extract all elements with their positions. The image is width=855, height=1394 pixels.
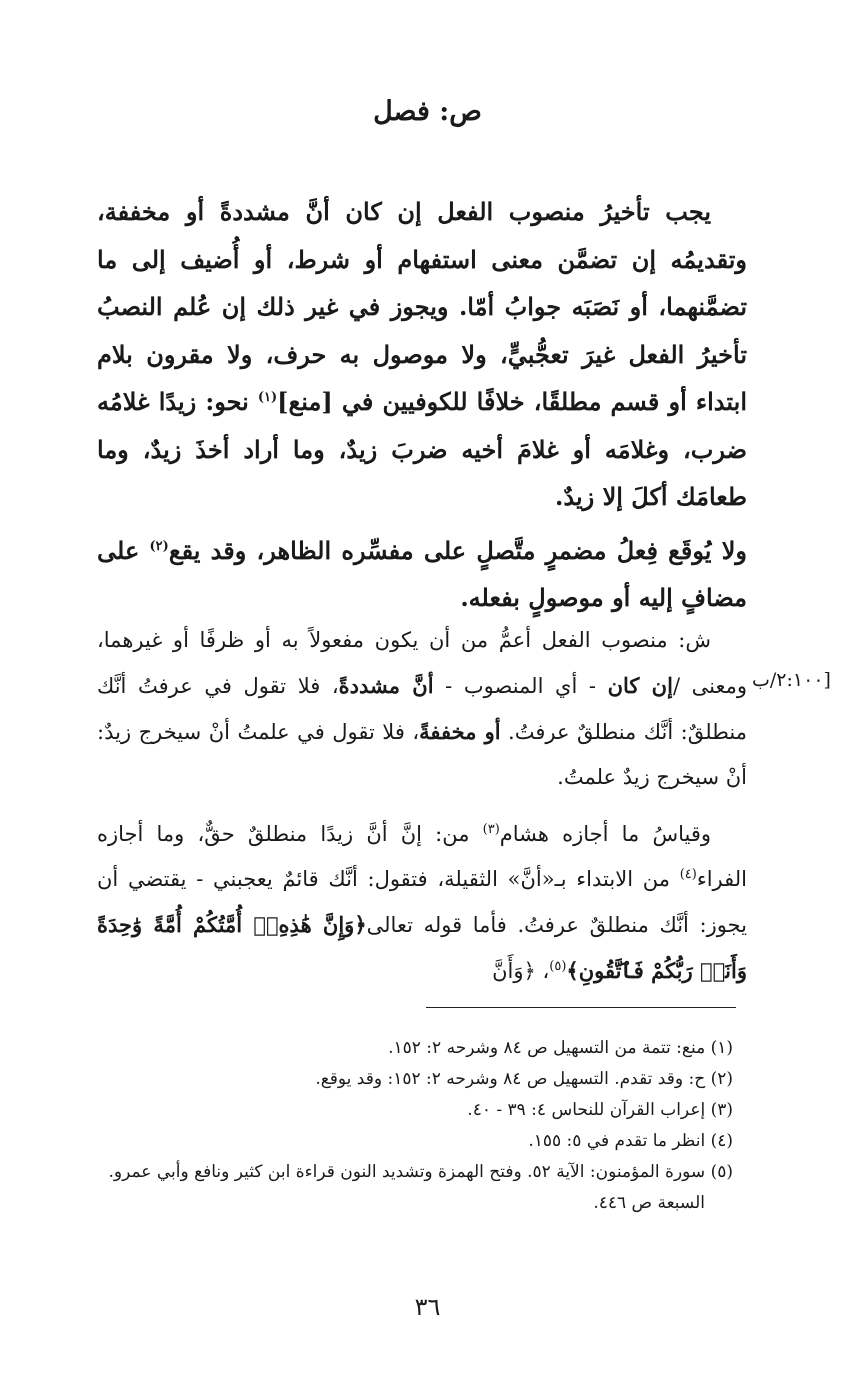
footnote-4: (٤) انظر ما تقدم في ٥: ١٥٥. [528,1131,733,1151]
footnote-separator [426,1007,736,1008]
footnote-5-continuation: السبعة ص ٤٤٦. [593,1193,705,1213]
matn-paragraph-1: يجب تأخيرُ منصوب الفعل إن كان أنَّ مشددةً أو مخففة، وتقديمُه إن تضمَّن معنى استفهام أو شرط، أو أُضيف إلى ما تضمَّنهما، أو نَصَبَه جوابُ أمّا. ويجوز في غير ذلك إن عُلم النصبُ تأخيرُ الفعل غيرَ تعجُّبيٍّ، ولا موصول به حرف، ولا مقرون بلام ابتداء أو قسم مطلقًا، خلافًا للكوفيين في [منع]$^{(١)}$ نحو: زيدًا غلامُه ضرب، وغلامَه أو غلامَ أخيه ضربَ زيدٌ، وما أراد أخذَ زيدٌ، وما طعامَك أكلَ إلا زيدٌ. [97,197,747,511]
footnote-5: (٥) سورة المؤمنون: الآية ٥٢. وفتح الهمزة وتشديد النون قراءة ابن كثير ونافع وأبي عمرو. [108,1162,733,1182]
matn-text [97,188,747,622]
quoted-term: أو مخففةً [419,719,501,744]
quran-verse: ﴿وَإِنَّ هَٰذِهِۦٓ أُمَّتُكُمْ أُمَّةً وَٰحِدَةً وَأَنَا۠ رَبُّكُمْ فَٱتَّقُونِ﴾ [97,912,747,983]
section-heading: ص: فصل [373,96,482,127]
matn-paragraph-2: ولا يُوقَع فِعلُ مضمرٍ متَّصلٍ على مفسِّره الظاهر، وقد يقع$^{(٢)}$ على مضافٍ إليه أو موصولٍ بفعله. [97,535,747,612]
manuscript-folio-ref: ٢:١٠٠/ب] [752,669,831,691]
quoted-term: إن كان [607,673,673,698]
footnote-1: (١) منع: تتمة من التسهيل ص ٨٤ وشرحه ٢: ١٥٢. [388,1038,733,1058]
footnote-3: (٣) إعراب القرآن للنحاس ٤: ٣٩ - ٤٠. [467,1100,733,1120]
footnote-marker-2[interactable]: (٢) [149,538,169,554]
footnote-marker-5[interactable]: (٥) [549,959,567,974]
footnote-marker-3[interactable]: (٣) [482,822,500,837]
footnote-marker-4[interactable]: (٤) [679,867,697,882]
footnotes [13,1033,733,1219]
sharh-text [97,618,747,994]
quoted-term: أنَّ مشددةً [338,673,434,698]
page-number: ٣٦ [414,1293,441,1321]
sharh-paragraph-2: وقياسُ ما أجازه هشام$^{(٣)}$ من: إنَّ أنَّ زيدًا منطلقٌ حقٌّ، وما أجازه الفراء$^{(٤)}$ من الابتداء بـ«أنَّ» الثقيلة، فتقول: أنَّك قائمٌ يعجبني - يقتضي أن يجوز: أنَّك منطلقٌ عرفتُ. فأما قوله تعالى﴿وَإِنَّ هَٰذِهِۦٓ أُمَّتُكُمْ أُمَّةً وَٰحِدَةً وَأَنَا۠ رَبُّكُمْ فَٱتَّقُونِ﴾$^{(٥)}$، ﴿وَأَنَّ [97,822,748,983]
sharh-paragraph-1: ش: منصوب الفعل أعمُّ من أن يكون مفعولاً به أو ظرفًا أو غيرهما، ومعنى /إن كان - أي المنصوب - أنَّ مشددةً، فلا تقول في عرفتُ أنَّك منطلقٌ: أنَّك منطلقٌ عرفتُ. أو مخففةً، فلا تقول في علمتُ أنْ سيخرج زيدٌ: أنْ سيخرج زيدٌ علمتُ. [97,628,747,789]
footnote-marker-1[interactable]: (١) [257,390,278,405]
footnote-2: (٢) ح: وقد تقدم. التسهيل ص ٨٤ وشرحه ٢: ١٥٢: وقد يوقع. [315,1069,733,1089]
